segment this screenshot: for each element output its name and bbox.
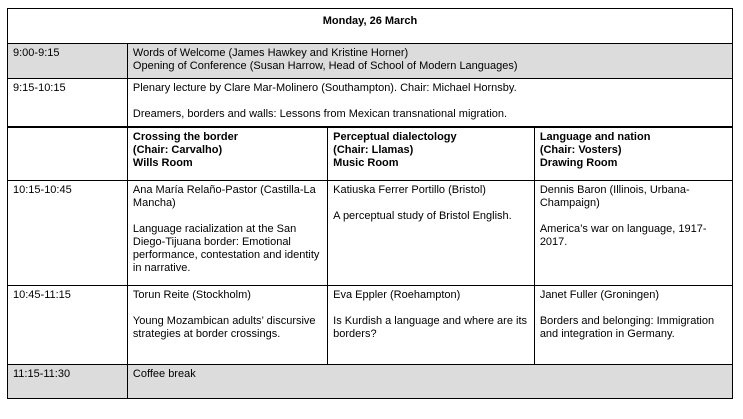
talk-title: Language racialization at the San Diego-Tijuana border: Emotional performance, contestation and identity in narrative. [132, 223, 320, 274]
talk-cell [328, 286, 535, 365]
coffee-row [8, 365, 733, 399]
plenary-details [127, 79, 732, 128]
programme-table-wrapper [7, 8, 733, 411]
spacer [133, 210, 322, 223]
panel-room: Wills Room [132, 157, 193, 169]
talk-title: Young Mozambican adults’ discursive strategies at border crossings. [132, 315, 316, 340]
session2-row [8, 286, 733, 365]
opening-line: Opening of Conference (Susan Harrow, Head of School of Modern Languages) [132, 60, 518, 72]
talk-cell [534, 286, 732, 365]
panel-header-1 [127, 127, 327, 181]
coffee-label: Coffee break [127, 365, 732, 399]
panel-chair: (Chair: Vosters) [539, 144, 622, 156]
panel-room: Music Room [333, 157, 399, 169]
spacer [540, 302, 727, 315]
talk-speaker: Dennis Baron (Illinois, Urbana-Champaign) [539, 184, 690, 209]
spacer [540, 210, 727, 223]
talk-cell [328, 181, 535, 286]
welcome-line: Words of Welcome (James Hawkey and Kristine Horner) [132, 47, 409, 59]
talk-speaker: Janet Fuller (Groningen) [539, 289, 660, 301]
coffee-time: 11:15-11:30 [8, 365, 128, 399]
welcome-details [127, 44, 732, 79]
session2-time: 10:45-11:15 [8, 286, 128, 365]
panel-header-3 [534, 127, 732, 181]
spacer [133, 302, 322, 315]
programme-table [7, 8, 733, 399]
plenary-title: Dreamers, borders and walls: Lessons from Mexican transnational migration. [132, 108, 508, 120]
talk-cell [534, 181, 732, 286]
talk-speaker: Ana María Relaño-Pastor (Castilla-La Mancha) [132, 184, 316, 209]
panel-room: Drawing Room [539, 157, 618, 169]
day-title-row [8, 9, 733, 44]
spacer [333, 302, 529, 315]
panel-title: Language and nation [539, 131, 651, 143]
talk-title: Is Kurdish a language and where are its borders? [333, 315, 527, 340]
welcome-time: 9:00-9:15 [8, 44, 128, 79]
empty-cell [8, 127, 128, 181]
talk-speaker: Katiuska Ferrer Portillo (Bristol) [333, 184, 486, 196]
welcome-row [8, 44, 733, 79]
spacer [333, 197, 529, 210]
talk-title: America’s war on language, 1917-2017. [539, 223, 707, 248]
panel-title: Perceptual dialectology [333, 131, 457, 143]
talk-cell [127, 286, 327, 365]
talk-title: Borders and belonging: Immigration and integration in Germany. [539, 315, 715, 340]
panel-chair: (Chair: Llamas) [333, 144, 414, 156]
panel-header-row [8, 127, 733, 181]
panel-chair: (Chair: Carvalho) [132, 144, 223, 156]
talk-cell [127, 181, 327, 286]
session1-row [8, 181, 733, 286]
talk-speaker: Eva Eppler (Roehampton) [333, 289, 461, 301]
spacer [133, 95, 727, 108]
talk-speaker: Torun Reite (Stockholm) [132, 289, 251, 301]
panel-title: Crossing the border [132, 131, 239, 143]
day-title: Monday, 26 March [8, 9, 733, 44]
plenary-time: 9:15-10:15 [8, 79, 128, 128]
panel-header-2 [328, 127, 535, 181]
plenary-row [8, 79, 733, 128]
plenary-lecture: Plenary lecture by Clare Mar-Molinero (Southampton). Chair: Michael Hornsby. [132, 82, 517, 94]
session1-time: 10:15-10:45 [8, 181, 128, 286]
talk-title: A perceptual study of Bristol English. [333, 210, 512, 222]
